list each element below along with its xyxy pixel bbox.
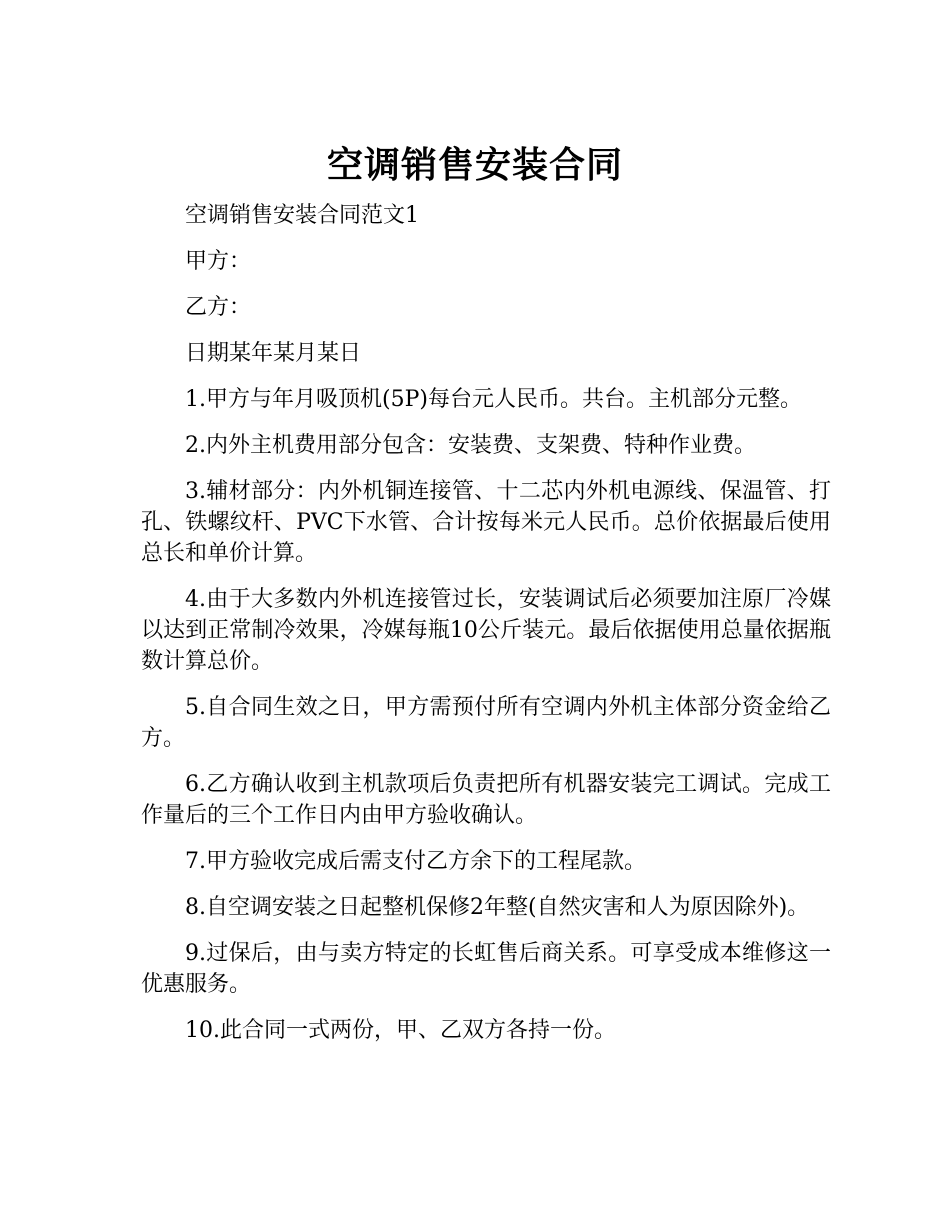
party-a-line: 甲方： (185, 249, 252, 274)
clause-3: 3.辅材部分：内外机铜连接管、十二芯内外机电源线、保温管、打孔、铁螺纹杆、PVC下水管、合计按每米元人民币。总价依据最后使用总长和单价计算。 (141, 479, 831, 566)
document-title: 空调销售安装合同 (326, 145, 623, 187)
clause-5: 5.自合同生效之日，甲方需预付所有空调内外机主体部分资金给乙方。 (141, 695, 831, 751)
clause-2: 2.内外主机费用部分包含：安装费、支架费、特种作业费。 (185, 433, 756, 458)
clause-7: 7.甲方验收完成后需支付乙方余下的工程尾款。 (185, 849, 646, 874)
clause-9: 9.过保后，由与卖方特定的长虹售后商关系。可享受成本维修这一优惠服务。 (141, 941, 831, 997)
clause-6: 6.乙方确认收到主机款项后负责把所有机器安装完工调试。完成工作量后的三个工作日内由甲方验收确认。 (141, 772, 831, 828)
clause-10: 10.此合同一式两份，甲、乙双方各持一份。 (185, 1018, 616, 1043)
document-body (141, 200, 831, 1061)
clause-1: 1.甲方与年月吸顶机(5P)每台元人民币。共台。主机部分元整。 (185, 387, 802, 412)
heading-paragraph: 空调销售安装合同范文1 (185, 203, 419, 228)
clause-8: 8.自空调安装之日起整机保修2年整(自然灾害和人为原因除外)。 (185, 895, 810, 920)
clause-4: 4.由于大多数内外机连接管过长，安装调试后必须要加注原厂冷媒以达到正常制冷效果，冷媒每瓶10公斤装元。最后依据使用总量依据瓶数计算总价。 (141, 587, 831, 674)
date-line: 日期某年某月某日 (185, 341, 362, 366)
party-b-line: 乙方： (185, 295, 252, 320)
